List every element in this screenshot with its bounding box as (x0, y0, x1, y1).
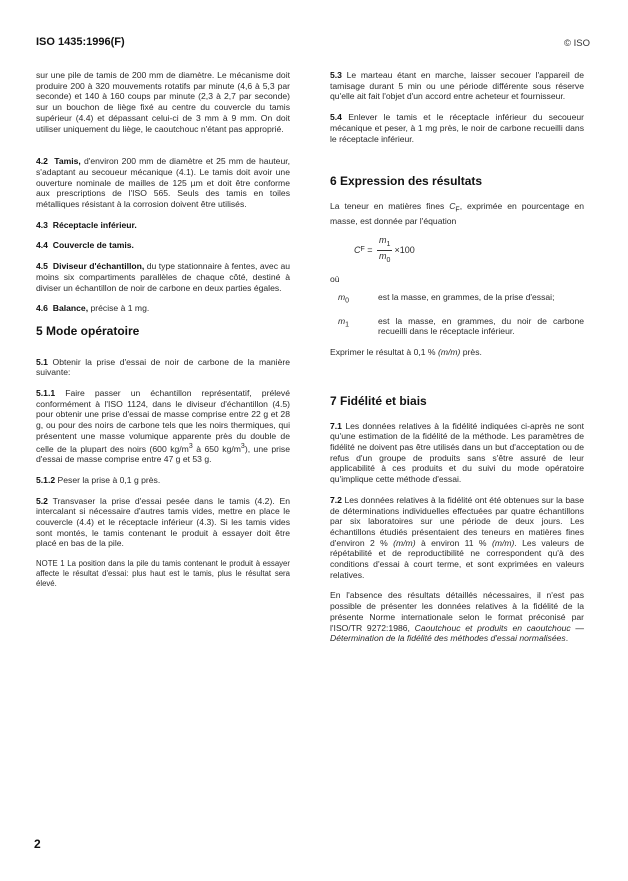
clause-number: 5.4 (330, 112, 342, 123)
clause-text: Transvaser la prise d'essai pesée dans le tamis (4.2). En intercalant si nécessaire d'autres tamis vides, mettre en place le couvercle (4.4) et le réceptacle inférieur (4.3). Si les tamis vides sont montés, le tamis contenant le produit à essayer doit être placé en bas de la pile. (36, 495, 290, 549)
right-column (330, 70, 584, 654)
unit: (m/m) (393, 537, 416, 548)
clause-text: Obtenir la prise d'essai de noir de carbone de la manière suivante: (36, 356, 290, 378)
intro-text: sur une pile de tamis de 200 mm de diamètre. Le mécanisme doit produire 200 à 320 mouvements rotatifs par minute (4,6 à 5,3 par seconde) et 140 à 160 coups par minute (2,3 à 2,7 par seconde) sur un bouchon de liège fixé au centre du couvercle du tamis supérieur (4.4) et dépassant celui-ci de 3 mm à 9 mm. On doit utiliser uniquement du liège, le caoutchouc n'étant pas approprié. (36, 70, 290, 134)
clause-5-2 (36, 496, 290, 550)
clause-number: 5.1.1 (36, 388, 56, 399)
definition-m1 (330, 316, 584, 337)
referenced-title: Caoutchouc et produits en caoutchouc — Détermination de la fidélité des méthodes d'essai normalisées (330, 622, 585, 644)
clause-text: du type stationnaire à fentes, avec au moins six compartiments parallèles de chaque côté, destiné à diviser un échantillon de noir de carbone en deux parties égales. (36, 261, 291, 293)
fraction (377, 235, 392, 266)
note-1: NOTE 1 La position dans la pile du tamis contenant le produit à essayer affecte le résultat d'essai: plus haut est le tamis, plus le résultat sera élevé. (36, 559, 290, 588)
clause-number: 5.1 (36, 356, 48, 367)
clause-text: ), une prise d'essai de masse comprise entre 47 g et 53 g. (36, 443, 290, 465)
symbol: m (338, 315, 346, 326)
subscript: 1 (345, 321, 350, 329)
clause-4-2 (36, 156, 290, 210)
final-paragraph (330, 590, 584, 644)
clause-title: Tamis, (54, 156, 81, 167)
equals-sign: = (364, 244, 376, 255)
clause-title: Balance, (52, 303, 89, 314)
clause-text: d'environ 200 mm de diamètre et 25 mm de hauteur, s'adaptant au secoueur mécanique (4.1). Le tamis doit avoir une ouverture nominale de mailles de 125 µm et doit être conforme aux prescriptions de l'ISO 565. Seuls des tamis en toiles métalliques résistant à la corrosion doivent être utilisés. (36, 156, 291, 210)
section-5-heading: 5 Mode opératoire (36, 323, 140, 338)
clause-number: 4.5 (36, 261, 48, 272)
definition-symbol (330, 292, 378, 307)
clause-number: 7.2 (330, 494, 342, 505)
intro-text: , exprimée en pourcentage en masse, est donnée par l'équation (330, 200, 584, 227)
unit: (m/m) (491, 537, 515, 548)
page-number: 2 (34, 837, 41, 851)
express-text: près. (460, 347, 482, 358)
clause-text: Le marteau étant en marche, laisser secouer l'appareil de tamisage durant 5 min ou une période différente sous réserve qu'elle ait fait l'objet d'un accord entre acheteur et fournisseur. (330, 70, 584, 102)
clause-number: 7.1 (330, 420, 342, 431)
definition-text: est la masse, en grammes, du noir de carbone recueilli dans le réceptacle inférieur. (378, 315, 584, 337)
paragraph-intro (36, 70, 290, 134)
definition-symbol (330, 316, 378, 337)
clause-7-1 (330, 421, 584, 485)
symbol: C (449, 200, 456, 211)
clause-number: 5.3 (330, 70, 342, 80)
final-text: En l'absence des résultats détaillés nécessaires, il n'est pas possible de présenter les données relatives à la fidélité de la présente Norme internationale selon le format préconisé par l'ISO/TR 9272:1986, (330, 590, 584, 633)
clause-title: Réceptacle inférieur. (52, 219, 137, 230)
subscript: 0 (386, 256, 391, 264)
clause-5-3 (330, 70, 584, 102)
left-column (36, 70, 290, 598)
intro-text: La teneur en matières fines (330, 200, 450, 211)
superscript: 3 (240, 442, 245, 450)
definition-list (330, 292, 584, 337)
results-intro (330, 201, 584, 227)
clause-number: 5.2 (36, 495, 48, 506)
equation (354, 235, 584, 266)
subscript: 0 (345, 298, 350, 306)
clause-title: Diviseur d'échantillon, (52, 261, 145, 272)
definition-text: est la masse, en grammes, de la prise d'essai; (378, 292, 555, 303)
clause-number: 4.3 (36, 219, 48, 230)
clause-title: Couvercle de tamis. (52, 240, 134, 251)
numerator-symbol: m (379, 235, 387, 246)
clause-text: Les données relatives à la fidélité indiquées ci-après ne sont qu'une estimation de la fidélité de la méthode. Les paramètres de fidélité ne doivent pas être utilisés dans un but d'acceptation ou de refus d'un groupe de produits sans s'être assuré de leur applicabilité à ces produits et du suivi du mode opératoire qu'implique cette méthode d'essai. (330, 420, 584, 485)
subscript: 1 (386, 240, 391, 248)
equation-lhs: C (354, 244, 361, 255)
copyright-mark: © ISO (563, 38, 590, 49)
express-text: Exprimer le résultat à 0,1 % (330, 347, 438, 358)
clause-text: Enlever le tamis et le réceptacle inférieur du secoueur mécanique et peser, à 1 mg près, le noir de carbone recueilli dans le réceptacle inférieur. (330, 112, 584, 144)
clause-4-6 (36, 303, 290, 314)
clause-text: à 650 kg/m (192, 443, 241, 454)
clause-5-1 (36, 357, 290, 378)
clause-4-5 (36, 261, 290, 293)
clause-5-1-2 (36, 475, 290, 486)
clause-text: Les données relatives à la fidélité ont été obtenues sur la base de déterminations individuelles effectuées par quatre échantillons par six laboratoires sur une période de deux jours. Les échantillons étudiés présentaient des teneurs en matières fines d'environ 2 % (330, 494, 584, 548)
clause-5-1-1 (36, 388, 290, 465)
clause-7-2 (330, 495, 584, 581)
clause-number: 5.1.2 (36, 474, 56, 485)
clause-text: Faire passer un échantillon représentatif, prélevé conformément à l'ISO 1124, dans le diviseur d'échantillon (4.5) pour obtenir une prise d'essai de masse comprise entre 22 g et 28 g, ou pour des noirs de carbone tels que les noirs thermiques, qui présentent une masse volumique apparente près du double de celle de la plupart des noirs (600 kg/m (36, 388, 290, 454)
denominator-symbol: m (379, 250, 387, 261)
clause-number: 4.6 (36, 303, 48, 314)
clause-text: Peser la prise à 0,1 g près. (55, 474, 161, 485)
standard-id: ISO 1435:1996(F) (36, 36, 125, 48)
fraction-denominator (379, 251, 390, 266)
fraction-numerator (377, 235, 392, 251)
subscript: F (360, 245, 365, 253)
clause-5-4 (330, 112, 584, 144)
clause-4-3 (36, 220, 290, 231)
section-6-heading: 6 Expression des résultats (330, 174, 483, 189)
clause-text: . Les valeurs de répétabilité et de reproductibilité ne correspondent qu'à des conditions d'essai à court terme, et sont exprimées en valeurs relatives. (330, 537, 584, 580)
clause-text: précise à 1 mg. (88, 303, 150, 314)
subscript: F (455, 206, 460, 214)
multiplier: ×100 (394, 244, 415, 255)
clause-text: à environ 11 % (415, 537, 492, 548)
clause-number: 4.2 (36, 156, 48, 167)
section-7-heading: 7 Fidélité et biais (330, 393, 427, 408)
express-result (330, 347, 584, 358)
final-text: . (565, 633, 569, 644)
definition-m0 (330, 292, 584, 307)
where-label: où (330, 273, 340, 284)
superscript: 3 (188, 442, 193, 450)
symbol: m (338, 292, 346, 303)
clause-4-4 (36, 240, 290, 251)
unit: (m/m) (437, 347, 461, 358)
clause-number: 4.4 (36, 240, 48, 251)
